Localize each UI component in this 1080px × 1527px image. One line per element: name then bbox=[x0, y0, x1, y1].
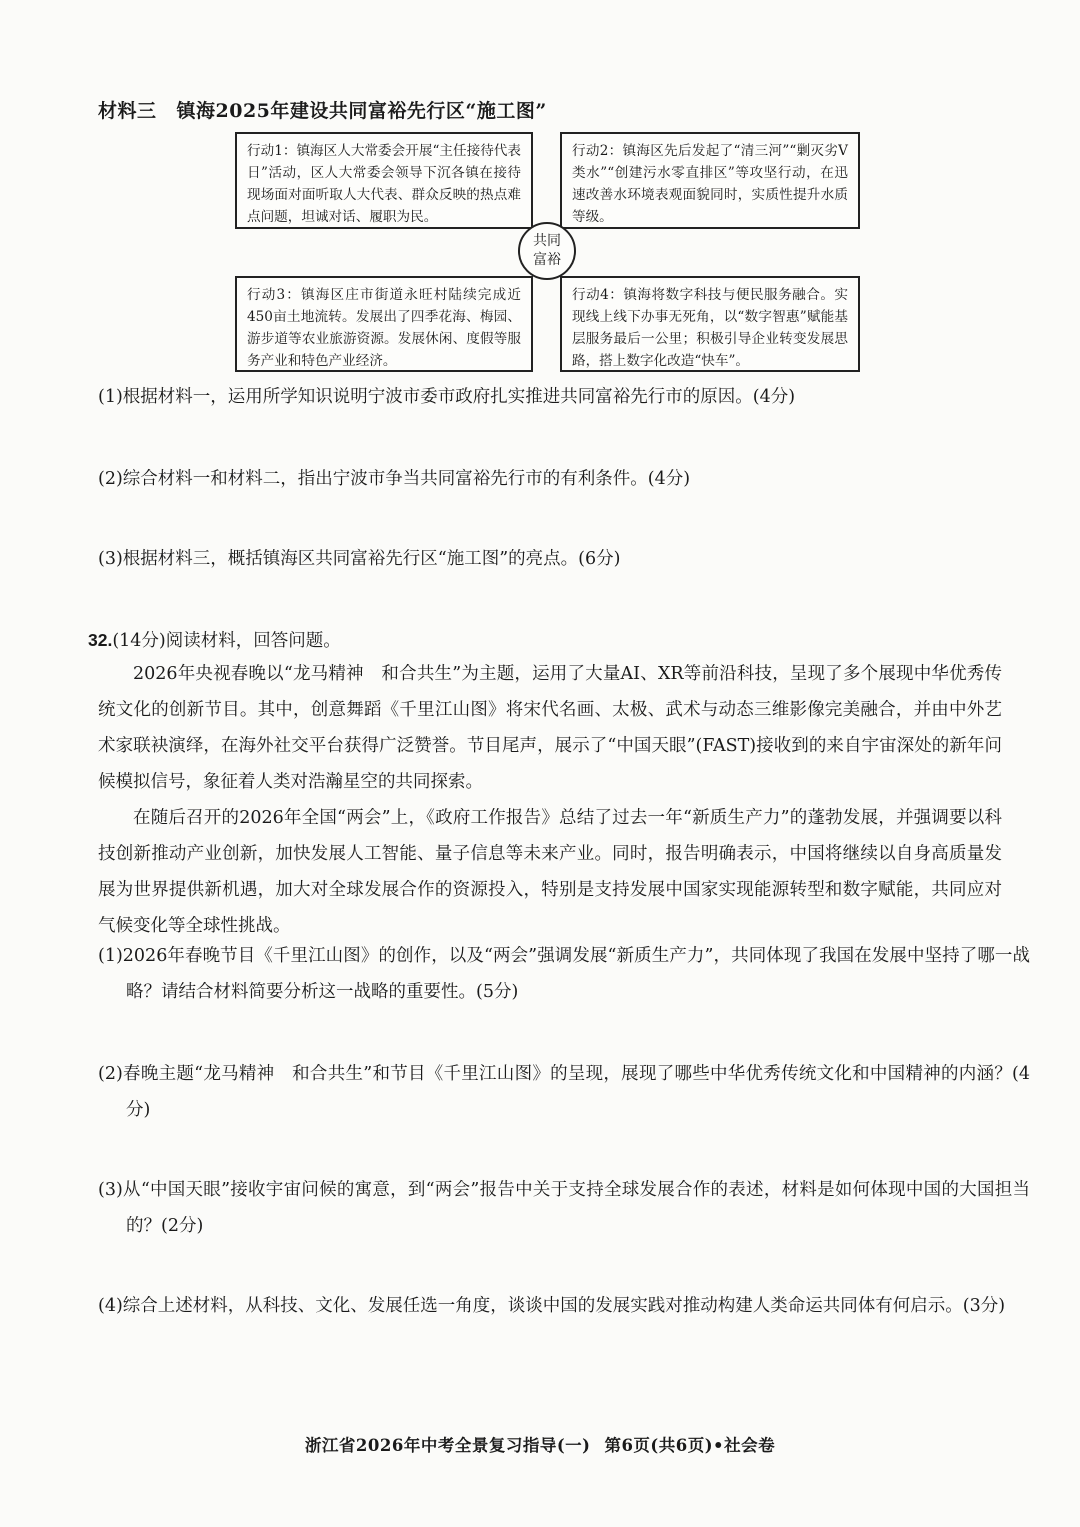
q32-paragraph-2: 在随后召开的2026年全国“两会”上，《政府工作报告》总结了过去一年“新质生产力”的蓬勃发展，并强调要以科技创新推动产业创新，加快发展人工智能、量子信息等未来产业。同时，报告明确表示，中国将继续以自身高质量发展为世界提供新机遇，加大对全球发展合作的资源投入，特别是支持发展中国家实现能源转型和数字赋能，共同应对气候变化等全球性挑战。 bbox=[98, 808, 1002, 936]
q32-header bbox=[88, 627, 1008, 654]
q32-number: 32. bbox=[88, 630, 113, 650]
material3-label: 材料三 bbox=[98, 100, 157, 122]
action-box-3: 行动3：镇海区庄市街道永旺村陆续完成近450亩土地流转。发展出了四季花海、梅园、游步道等农业旅游资源。发展休闲、度假等服务产业和特色产业经济。 bbox=[235, 276, 533, 372]
q32-3: (3)从“中国天眼”接收宇宙问候的寓意，到“两会”报告中关于支持全球发展合作的表述，材料是如何体现中国的大国担当的？(2分) bbox=[98, 1180, 1030, 1236]
action-box-2: 行动2：镇海区先后发起了“清三河”“剿灭劣Ⅴ类水”“创建污水零直排区”等攻坚行动，在迅速改善水环境表观面貌同时，实质性提升水质等级。 bbox=[560, 132, 860, 229]
q32-intro: (14分)阅读材料，回答问题。 bbox=[112, 631, 341, 651]
q31-2: (2)综合材料一和材料二，指出宁波市争当共同富裕先行市的有利条件。(4分) bbox=[98, 469, 691, 489]
footer-page-info: 第6页(共6页)•社会卷 bbox=[604, 1436, 776, 1455]
q31-3: (3)根据材料三，概括镇海区共同富裕先行区“施工图”的亮点。(6分) bbox=[98, 549, 621, 569]
footer-exam-title: 浙江省2026年中考全景复习指导(一) bbox=[304, 1436, 591, 1455]
action-box-1: 行动1：镇海区人大常委会开展“主任接待代表日”活动，区人大常委会领导下沉各镇在接待现场面对面听取人大代表、群众反映的热点难点问题，坦诚对话、履职为民。 bbox=[235, 132, 533, 229]
q32-4: (4)综合上述材料，从科技、文化、发展任选一角度，谈谈中国的发展实践对推动构建人类命运共同体有何启示。(3分) bbox=[98, 1296, 1006, 1316]
circle-text-line2: 富裕 bbox=[533, 252, 561, 268]
circle-text-line1: 共同 bbox=[533, 233, 561, 249]
action-box-4: 行动4：镇海将数字科技与便民服务融合。实现线上线下办事无死角，以“数字智惠”赋能基层服务最后一公里；积极引导企业转变发展思路，搭上数字化改造“快车”。 bbox=[560, 276, 860, 372]
q32-2: (2)春晚主题“龙马精神 和合共生”和节目《千里江山图》的呈现，展现了哪些中华优秀传统文化和中国精神的内涵？(4分) bbox=[98, 1064, 1030, 1120]
page-footer bbox=[0, 1432, 1080, 1456]
q32-paragraph-1: 2026年央视春晚以“龙马精神 和合共生”为主题，运用了大量AI、XR等前沿科技，呈现了多个展现中华优秀传统文化的创新节目。其中，创意舞蹈《千里江山图》将宋代名画、太极、武术与动态三维影像完美融合，并由中外艺术家联袂演绎，在海外社交平台获得广泛赞誉。节目尾声，展示了“中国天眼”(FAST)接收到的来自宇宙深处的新年问候模拟信号，象征着人类对浩瀚星空的共同探索。 bbox=[98, 664, 1002, 792]
material3-heading bbox=[98, 96, 547, 123]
common-prosperity-circle bbox=[518, 222, 576, 280]
q31-1: (1)根据材料一，运用所学知识说明宁波市委市政府扎实推进共同富裕先行市的原因。(4分) bbox=[98, 387, 796, 407]
q32-1: (1)2026年春晚节目《千里江山图》的创作，以及“两会”强调发展“新质生产力”，共同体现了我国在发展中坚持了哪一战略？请结合材料简要分析这一战略的重要性。(5分) bbox=[98, 946, 1030, 1002]
material3-title: 镇海2025年建设共同富裕先行区“施工图” bbox=[176, 100, 547, 122]
